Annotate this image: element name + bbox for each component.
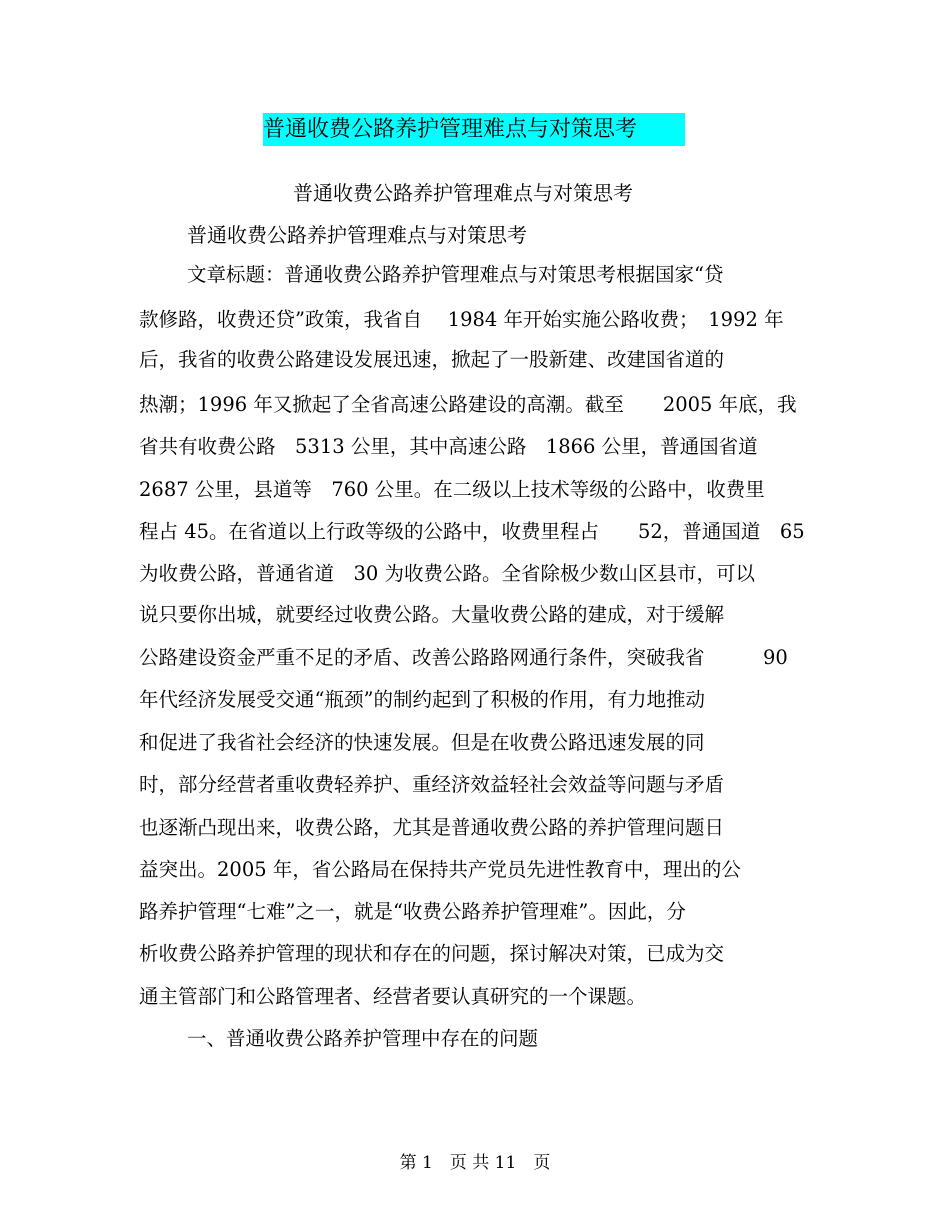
- body-line: 为收费公路，普通省道 30 为收费公路。全省除极少数山区县市，可以: [139, 562, 756, 585]
- body-line: 2687 公里，县道等 760 公里。在二级以上技术等级的公路中，收费里: [139, 478, 765, 501]
- body-line: 后，我省的收费公路建设发展迅速，掀起了一股新建、改建国省道的: [139, 348, 725, 371]
- body-line: 款修路，收费还贷”政策，我省自 1984 年开始实施公路收费； 1992 年: [139, 308, 784, 331]
- body-line: 时，部分经营者重收费轻养护、重经济效益轻社会效益等问题与矛盾: [139, 773, 725, 796]
- body-line: 益突出。2005 年，省公路局在保持共产党员先进性教育中，理出的公: [139, 858, 741, 881]
- body-line: 通主管部门和公路管理者、经营者要认真研究的一个课题。: [139, 985, 647, 1008]
- body-line: 省共有收费公路 5313 公里，其中高速公路 1866 公里，普通国省道: [139, 435, 758, 458]
- body-line: 和促进了我省社会经济的快速发展。但是在收费公路迅速发展的同: [139, 731, 705, 754]
- document-subtitle: 普通收费公路养护管理难点与对策思考: [293, 181, 633, 205]
- body-line: 说只要你出城，就要经过收费公路。大量收费公路的建成，对于缓解: [139, 603, 725, 626]
- body-line: 程占 45。在省道以上行政等级的公路中，收费里程占 52，普通国道 65: [139, 520, 805, 543]
- document-heading-repeat: 普通收费公路养护管理难点与对策思考: [187, 223, 527, 247]
- document-title-banner: 普通收费公路养护管理难点与对策思考: [263, 113, 685, 146]
- body-line: 文章标题：普通收费公路养护管理难点与对策思考根据国家“贷: [187, 263, 724, 286]
- body-line: 也逐渐凸现出来，收费公路，尤其是普通收费公路的养护管理问题日: [139, 816, 725, 839]
- body-line: 年代经济发展受交通“瓶颈”的制约起到了积极的作用，有力地推动: [139, 688, 705, 711]
- body-line: 路养护管理“七难”之一，就是“收费公路养护管理难”。因此，分: [139, 900, 686, 923]
- body-line: 热潮；1996 年又掀起了全省高速公路建设的高潮。截至 2005 年底，我: [139, 393, 797, 416]
- section-heading: 一、普通收费公路养护管理中存在的问题: [187, 1027, 539, 1050]
- body-line: 析收费公路养护管理的现状和存在的问题，探讨解决对策，已成为交: [139, 942, 725, 965]
- page-number-footer: 第 1 页 共 11 页: [399, 1153, 551, 1173]
- body-line: 公路建设资金严重不足的矛盾、改善公路路网通行条件，突破我省 90: [139, 646, 788, 669]
